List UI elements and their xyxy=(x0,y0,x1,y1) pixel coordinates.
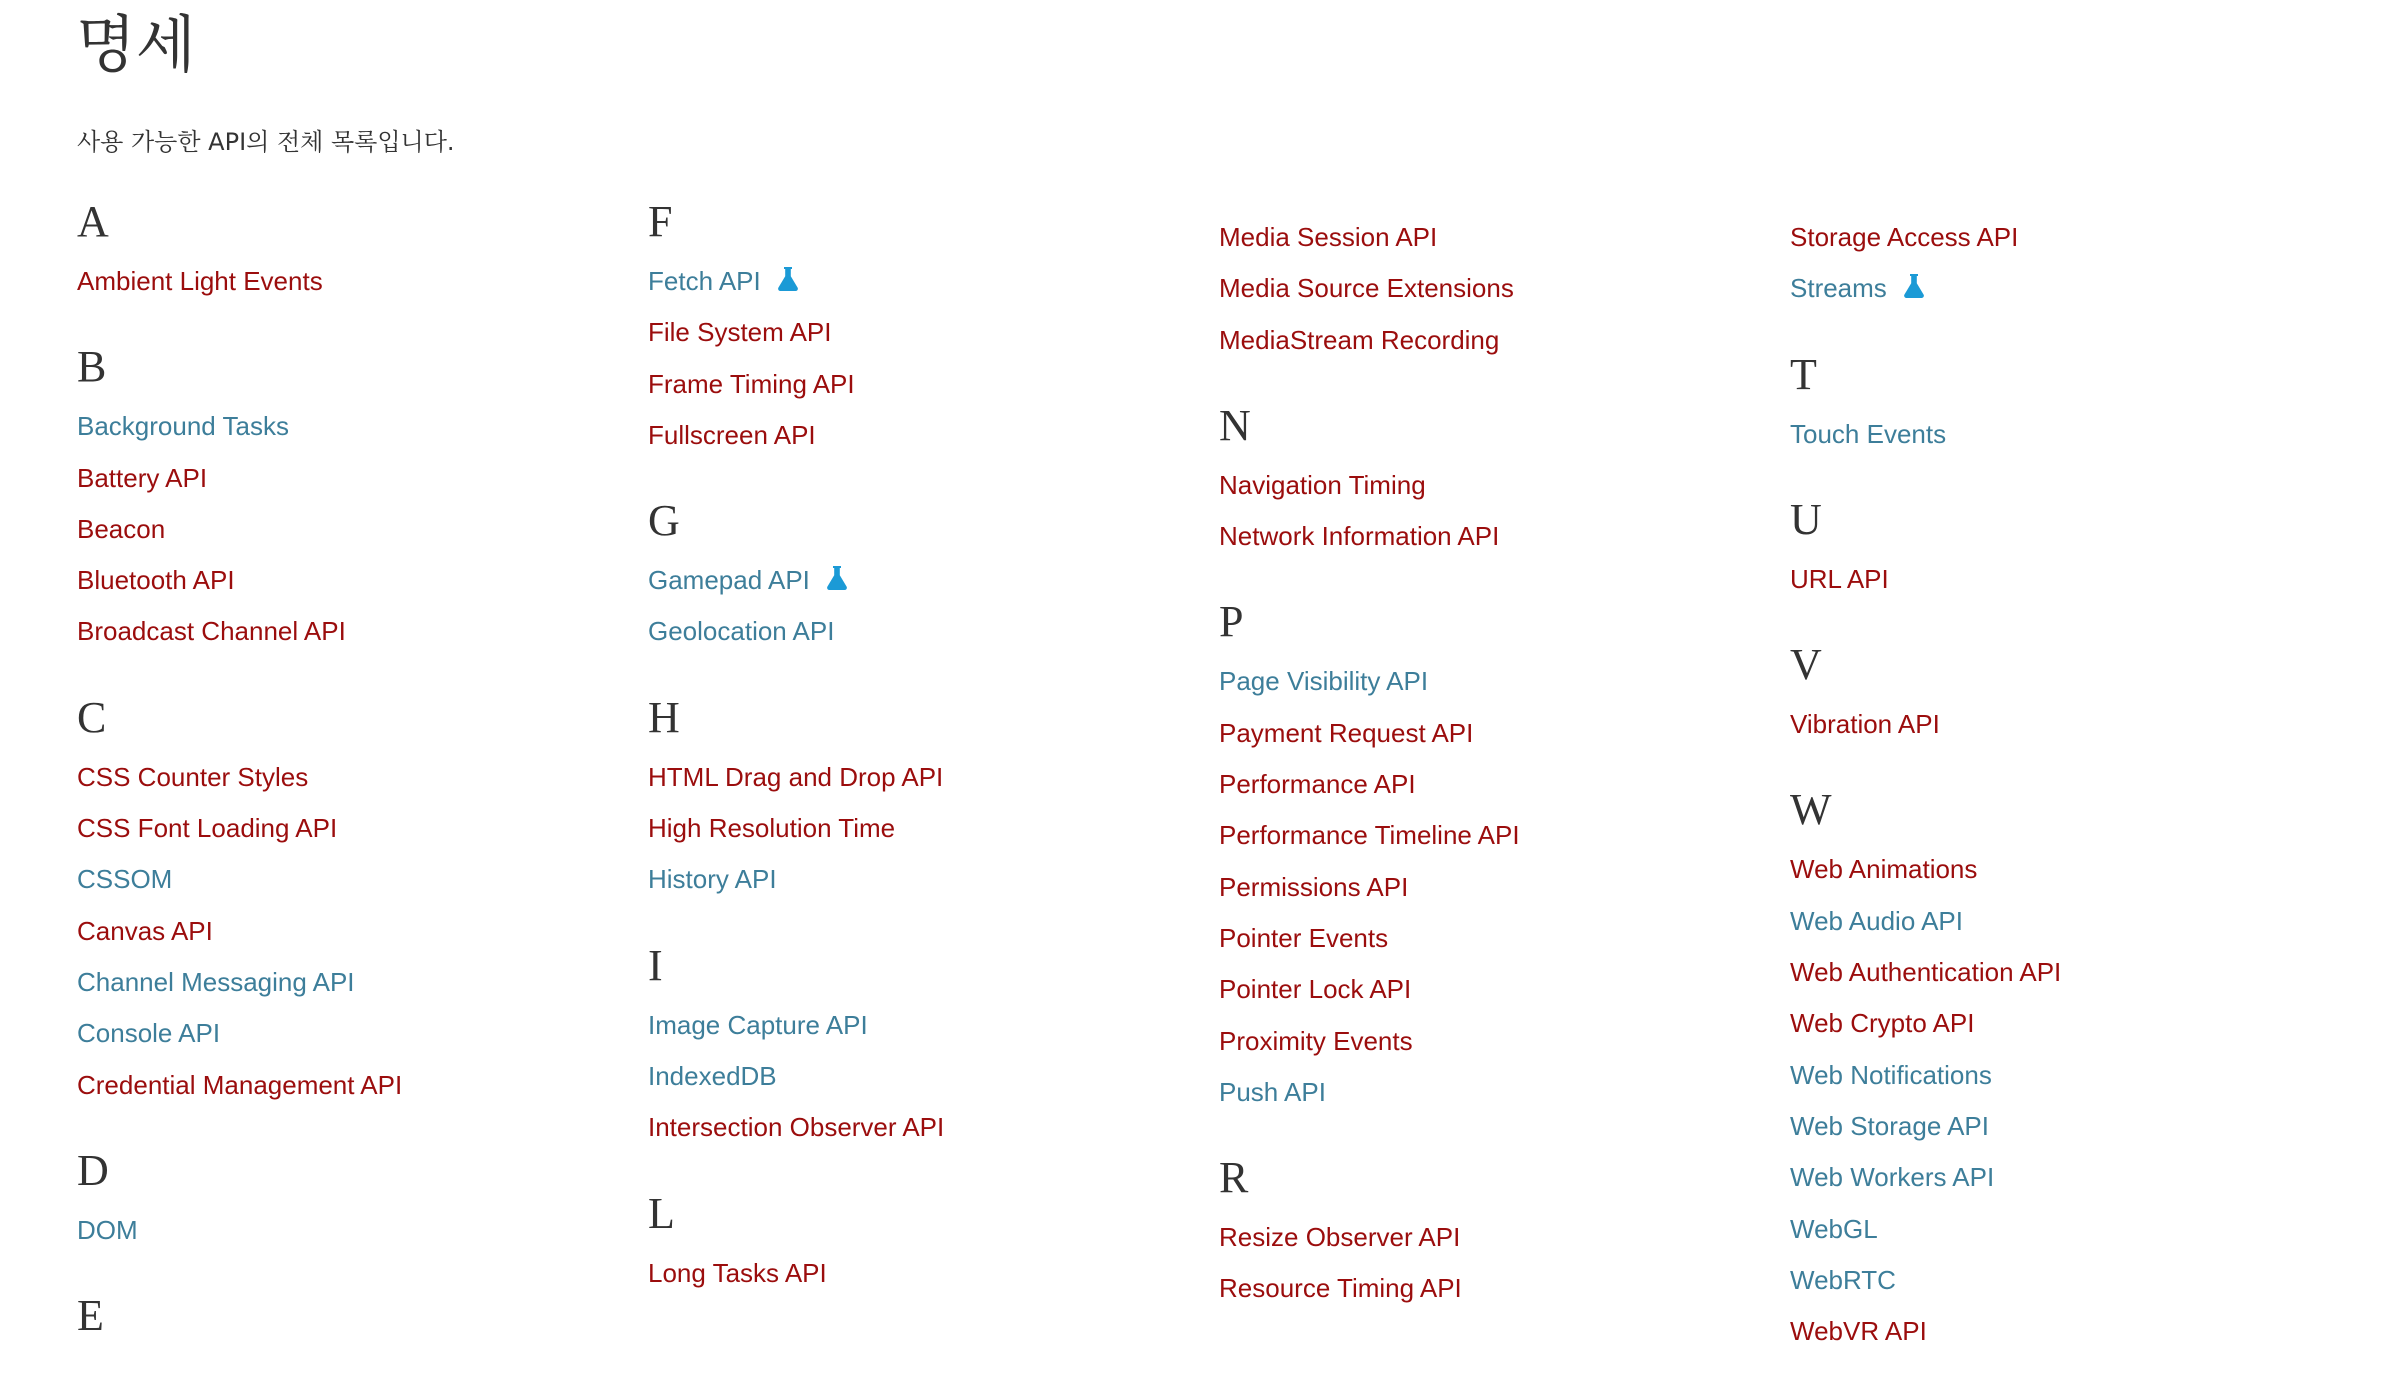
api-link[interactable]: Fullscreen API xyxy=(648,419,816,450)
api-link[interactable]: Intersection Observer API xyxy=(648,1112,945,1143)
api-link[interactable]: URL API xyxy=(1790,563,1889,594)
api-link[interactable]: WebGL xyxy=(1790,1213,1878,1244)
api-link[interactable]: File System API xyxy=(648,317,832,348)
list-item xyxy=(1790,1306,2350,1357)
index-column xyxy=(77,197,637,1376)
api-link[interactable]: Broadcast Channel API xyxy=(77,616,346,647)
list-item xyxy=(648,1051,1208,1102)
letter-group xyxy=(648,1188,1208,1299)
api-list xyxy=(1790,554,2350,605)
letter-group xyxy=(77,1291,637,1341)
list-item xyxy=(1790,947,2350,998)
api-list xyxy=(1790,212,2350,315)
letter-group xyxy=(1790,349,2350,460)
letter-group xyxy=(648,197,1208,461)
letter-group xyxy=(1219,212,1779,366)
letter-group xyxy=(1219,597,1779,1118)
letter-heading: N xyxy=(1219,400,1251,450)
api-link[interactable]: Media Session API xyxy=(1219,222,1438,252)
list-item xyxy=(1790,1255,2350,1306)
letter-group xyxy=(648,940,1208,1154)
api-link[interactable]: Image Capture API xyxy=(648,1009,868,1040)
list-item xyxy=(77,906,637,957)
list-item xyxy=(1219,315,1779,366)
letter-heading: L xyxy=(648,1188,675,1238)
letter-heading: I xyxy=(648,940,663,990)
list-item xyxy=(77,1060,637,1111)
experimental-flask-icon xyxy=(826,557,848,583)
list-item xyxy=(648,555,1208,606)
list-item xyxy=(648,606,1208,657)
api-list xyxy=(77,1205,637,1256)
list-item xyxy=(77,854,637,905)
list-item xyxy=(77,453,637,504)
api-link[interactable]: HTML Drag and Drop API xyxy=(648,761,944,792)
list-item xyxy=(1219,656,1779,707)
api-list xyxy=(648,256,1208,461)
api-link[interactable]: Performance Timeline API xyxy=(1219,820,1520,851)
api-link[interactable]: Background Tasks xyxy=(77,411,289,442)
api-link[interactable]: History API xyxy=(648,864,777,895)
list-item xyxy=(1219,511,1779,562)
list-item xyxy=(77,1008,637,1059)
list-item xyxy=(1790,1204,2350,1255)
letter-heading: B xyxy=(77,342,107,392)
api-list xyxy=(648,555,1208,658)
experimental-flask-icon xyxy=(1903,265,1925,291)
letter-group xyxy=(1790,494,2350,605)
experimental-flask-icon xyxy=(777,258,799,284)
letter-heading: R xyxy=(1219,1153,1249,1203)
api-link[interactable]: Web Workers API xyxy=(1790,1162,1995,1193)
api-list xyxy=(1219,460,1779,563)
api-list xyxy=(77,752,637,1111)
list-item xyxy=(648,307,1208,358)
list-item xyxy=(77,555,637,606)
api-link[interactable]: Channel Messaging API xyxy=(77,966,355,997)
api-list xyxy=(648,1000,1208,1154)
api-link[interactable]: Web Animations xyxy=(1790,854,1978,885)
api-link[interactable]: Media Source Extensions xyxy=(1219,273,1514,304)
api-link[interactable]: Bluetooth API xyxy=(77,565,235,596)
api-list xyxy=(1219,212,1779,366)
api-link[interactable]: IndexedDB xyxy=(648,1060,777,1091)
list-item xyxy=(1219,964,1779,1015)
api-list xyxy=(77,256,637,307)
api-link[interactable]: Touch Events xyxy=(1790,418,1947,449)
list-item xyxy=(648,1000,1208,1051)
api-link[interactable]: Storage Access API xyxy=(1790,222,2019,252)
index-column xyxy=(1790,212,2350,1395)
api-link[interactable]: Battery API xyxy=(77,462,208,493)
letter-heading: C xyxy=(77,692,107,742)
page-intro: 사용 가능한 API의 전체 목록입니다. xyxy=(77,128,455,156)
api-list xyxy=(648,1248,1208,1299)
list-item xyxy=(648,1248,1208,1299)
list-item xyxy=(1790,998,2350,1049)
list-item xyxy=(648,256,1208,307)
letter-heading: E xyxy=(77,1291,104,1341)
list-item xyxy=(1790,1152,2350,1203)
letter-group xyxy=(77,342,637,657)
list-item xyxy=(1219,1067,1779,1118)
letter-group xyxy=(1790,785,2350,1357)
api-link[interactable]: Resource Timing API xyxy=(1219,1273,1462,1304)
list-item xyxy=(1790,896,2350,947)
list-item xyxy=(77,1205,637,1256)
list-item xyxy=(648,410,1208,461)
api-link[interactable]: Page Visibility API xyxy=(1219,666,1429,697)
api-link[interactable]: Vibration API xyxy=(1790,709,1940,740)
api-link[interactable]: Payment Request API xyxy=(1219,717,1474,748)
api-link[interactable]: Frame Timing API xyxy=(648,368,855,399)
api-link[interactable]: Credential Management API xyxy=(77,1069,403,1100)
api-link[interactable]: WebRTC xyxy=(1790,1264,1896,1295)
letter-group xyxy=(1790,640,2350,750)
letter-heading: U xyxy=(1790,494,1822,544)
api-link[interactable]: Navigation Timing xyxy=(1219,469,1426,500)
list-item xyxy=(1219,913,1779,964)
api-link[interactable]: Pointer Events xyxy=(1219,922,1389,953)
api-link[interactable]: Beacon xyxy=(77,513,166,544)
list-item xyxy=(1790,1101,2350,1152)
letter-heading: W xyxy=(1790,785,1832,835)
api-list xyxy=(1219,1212,1779,1315)
api-link[interactable]: Streams xyxy=(1790,273,1887,304)
list-item xyxy=(77,803,637,854)
list-item xyxy=(1219,1016,1779,1067)
api-link[interactable]: Long Tasks API xyxy=(648,1257,827,1288)
api-link[interactable]: Performance API xyxy=(1219,769,1416,800)
list-item xyxy=(1790,1050,2350,1101)
list-item xyxy=(1219,759,1779,810)
list-item xyxy=(648,803,1208,854)
list-item xyxy=(1219,1212,1779,1263)
api-link[interactable]: High Resolution Time xyxy=(648,813,896,844)
letter-group xyxy=(1790,212,2350,315)
list-item xyxy=(1790,699,2350,750)
letter-group xyxy=(77,197,637,307)
index-column xyxy=(1219,212,1779,1353)
api-link[interactable]: Permissions API xyxy=(1219,871,1409,902)
api-link[interactable]: Push API xyxy=(1219,1076,1326,1107)
api-list xyxy=(77,401,637,657)
letter-heading: H xyxy=(648,692,680,742)
api-link[interactable]: Web Authentication API xyxy=(1790,957,2062,988)
letter-heading: P xyxy=(1219,597,1244,647)
api-link[interactable]: WebVR API xyxy=(1790,1316,1927,1347)
letter-heading: G xyxy=(648,496,680,546)
api-link[interactable]: Web Crypto API xyxy=(1790,1008,1975,1039)
letter-heading: V xyxy=(1790,640,1822,690)
letter-group xyxy=(1219,400,1779,563)
api-link[interactable]: Fetch API xyxy=(648,266,761,296)
api-list xyxy=(1790,409,2350,460)
list-item xyxy=(648,359,1208,410)
list-item xyxy=(77,256,637,307)
list-item xyxy=(1790,212,2350,263)
letter-group xyxy=(77,1145,637,1256)
api-link[interactable]: Pointer Lock API xyxy=(1219,974,1412,1005)
api-link[interactable]: CSS Counter Styles xyxy=(77,761,309,792)
index-column xyxy=(648,197,1208,1337)
list-item xyxy=(1790,554,2350,605)
api-link[interactable]: Canvas API xyxy=(77,915,213,946)
letter-heading: F xyxy=(648,197,673,246)
api-link[interactable]: Gamepad API xyxy=(648,565,810,596)
letter-group xyxy=(1219,1153,1779,1315)
list-item xyxy=(77,752,637,803)
list-item xyxy=(648,854,1208,905)
letter-heading: T xyxy=(1790,349,1817,399)
letter-group xyxy=(648,496,1208,658)
api-link[interactable]: Proximity Events xyxy=(1219,1025,1413,1056)
api-list xyxy=(1790,699,2350,750)
list-item xyxy=(77,957,637,1008)
api-link[interactable]: Web Notifications xyxy=(1790,1059,1992,1090)
api-link[interactable]: Ambient Light Events xyxy=(77,266,323,296)
api-link[interactable]: Web Audio API xyxy=(1790,905,1963,936)
list-item xyxy=(77,606,637,657)
list-item xyxy=(1219,263,1779,314)
list-item xyxy=(1790,844,2350,895)
letter-heading: A xyxy=(77,197,109,246)
list-item xyxy=(648,1102,1208,1153)
list-item xyxy=(1219,708,1779,759)
api-link[interactable]: DOM xyxy=(77,1214,138,1245)
api-link[interactable]: Geolocation API xyxy=(648,616,835,647)
api-link[interactable]: CSSOM xyxy=(77,864,173,895)
list-item xyxy=(77,401,637,452)
letter-group xyxy=(648,692,1208,906)
list-item xyxy=(1219,212,1779,263)
letter-heading: D xyxy=(77,1145,109,1195)
list-item xyxy=(1790,409,2350,460)
list-item xyxy=(1219,810,1779,861)
api-list xyxy=(1790,844,2350,1357)
list-item xyxy=(1219,862,1779,913)
api-link[interactable]: Web Storage API xyxy=(1790,1110,1989,1141)
list-item xyxy=(1790,263,2350,314)
api-list xyxy=(648,752,1208,906)
list-item xyxy=(1219,1263,1779,1314)
api-link[interactable]: Console API xyxy=(77,1018,221,1049)
api-list xyxy=(1219,656,1779,1118)
letter-group xyxy=(77,692,637,1111)
api-link[interactable]: CSS Font Loading API xyxy=(77,813,338,844)
list-item xyxy=(1219,460,1779,511)
api-link[interactable]: MediaStream Recording xyxy=(1219,324,1500,355)
api-link[interactable]: Network Information API xyxy=(1219,521,1500,552)
api-link[interactable]: Resize Observer API xyxy=(1219,1222,1461,1253)
list-item xyxy=(77,504,637,555)
page-title: 명세 xyxy=(76,8,196,81)
list-item xyxy=(648,752,1208,803)
